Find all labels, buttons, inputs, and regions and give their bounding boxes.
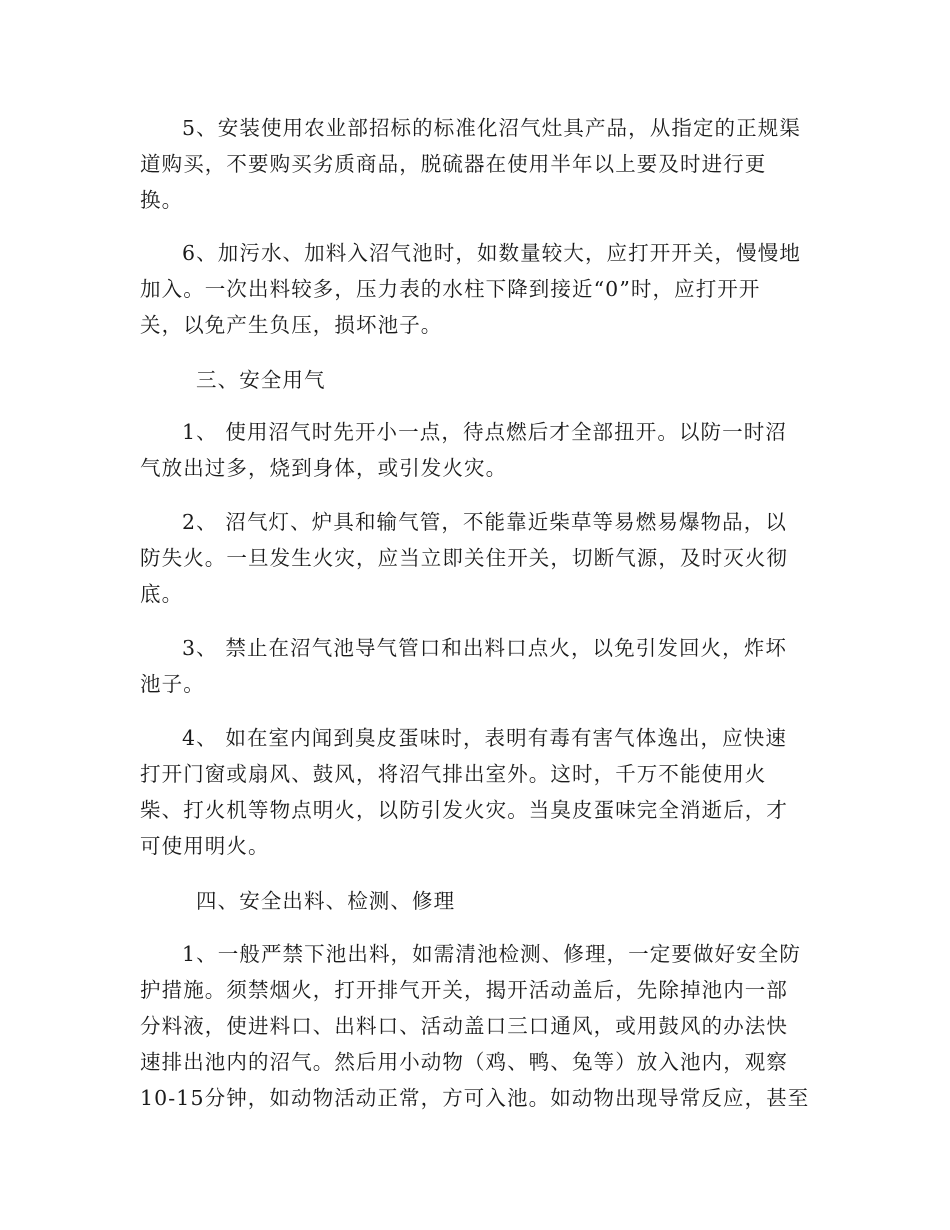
paragraph-6-line-3: 关，以免产生负压，损坏池子。 (140, 313, 443, 337)
gas-item-2-line-1: 2、 沼气灯、炉具和输气管，不能靠近柴草等易燃易爆物品，以 (182, 510, 787, 534)
gas-item-4-line-4: 可使用明火。 (140, 834, 270, 858)
gas-item-3-line-2: 池子。 (140, 672, 205, 696)
paragraph-6-line-2: 加入。一次出料较多，压力表的水柱下降到接近“0”时，应打开开 (140, 277, 761, 301)
discharge-item-1-line-4: 速排出池内的沼气。然后用小动物（鸡、鸭、兔等）放入池内，观察 (140, 1050, 788, 1074)
gas-item-2-line-3: 底。 (140, 582, 184, 606)
gas-item-3-line-1: 3、 禁止在沼气池导气管口和出料口点火，以免引发回火，炸坏 (182, 636, 787, 660)
paragraph-5-line-2: 道购买，不要购买劣质商品，脱硫器在使用半年以上要及时进行更 (140, 152, 767, 176)
discharge-item-1-line-3: 分料液，使进料口、出料口、活动盖口三口通风，或用鼓风的办法快 (140, 1014, 788, 1038)
paragraph-5-line-1: 5、安装使用农业部招标的标准化沼气灶具产品，从指定的正规渠 (182, 116, 801, 140)
discharge-item-1-line-5: 10-15分钟，如动物活动正常，方可入池。如动物出现导常反应，甚至 (140, 1086, 810, 1110)
paragraph-6-line-1: 6、加污水、加料入沼气池时，如数量较大，应打开开关，慢慢地 (182, 241, 801, 265)
discharge-item-1-line-1: 1、一般严禁下池出料，如需清池检测、修理，一定要做好安全防 (182, 942, 801, 966)
section-heading-safe-gas-use: 三、安全用气 (196, 368, 326, 392)
paragraph-5-line-3: 换。 (140, 188, 184, 212)
gas-item-4-line-1: 4、 如在室内闻到臭皮蛋味时，表明有毒有害气体逸出，应快速 (182, 726, 787, 750)
section-heading-safe-discharge: 四、安全出料、检测、修理 (196, 889, 456, 913)
discharge-item-1-line-2: 护措施。须禁烟火，打开排气开关，揭开活动盖后，先除掉池内一部 (140, 978, 788, 1002)
gas-item-2-line-2: 防失火。一旦发生火灾，应当立即关住开关，切断气源，及时灭火彻 (140, 546, 788, 570)
gas-item-4-line-3: 柴、打火机等物点明火，以防引发火灾。当臭皮蛋味完全消逝后，才 (140, 798, 788, 822)
gas-item-1-line-1: 1、 使用沼气时先开小一点，待点燃后才全部扭开。以防一时沼 (182, 420, 787, 444)
gas-item-4-line-2: 打开门窗或扇风、鼓风，将沼气排出室外。这时，千万不能使用火 (140, 762, 767, 786)
gas-item-1-line-2: 气放出过多，烧到身体，或引发火灾。 (140, 456, 508, 480)
